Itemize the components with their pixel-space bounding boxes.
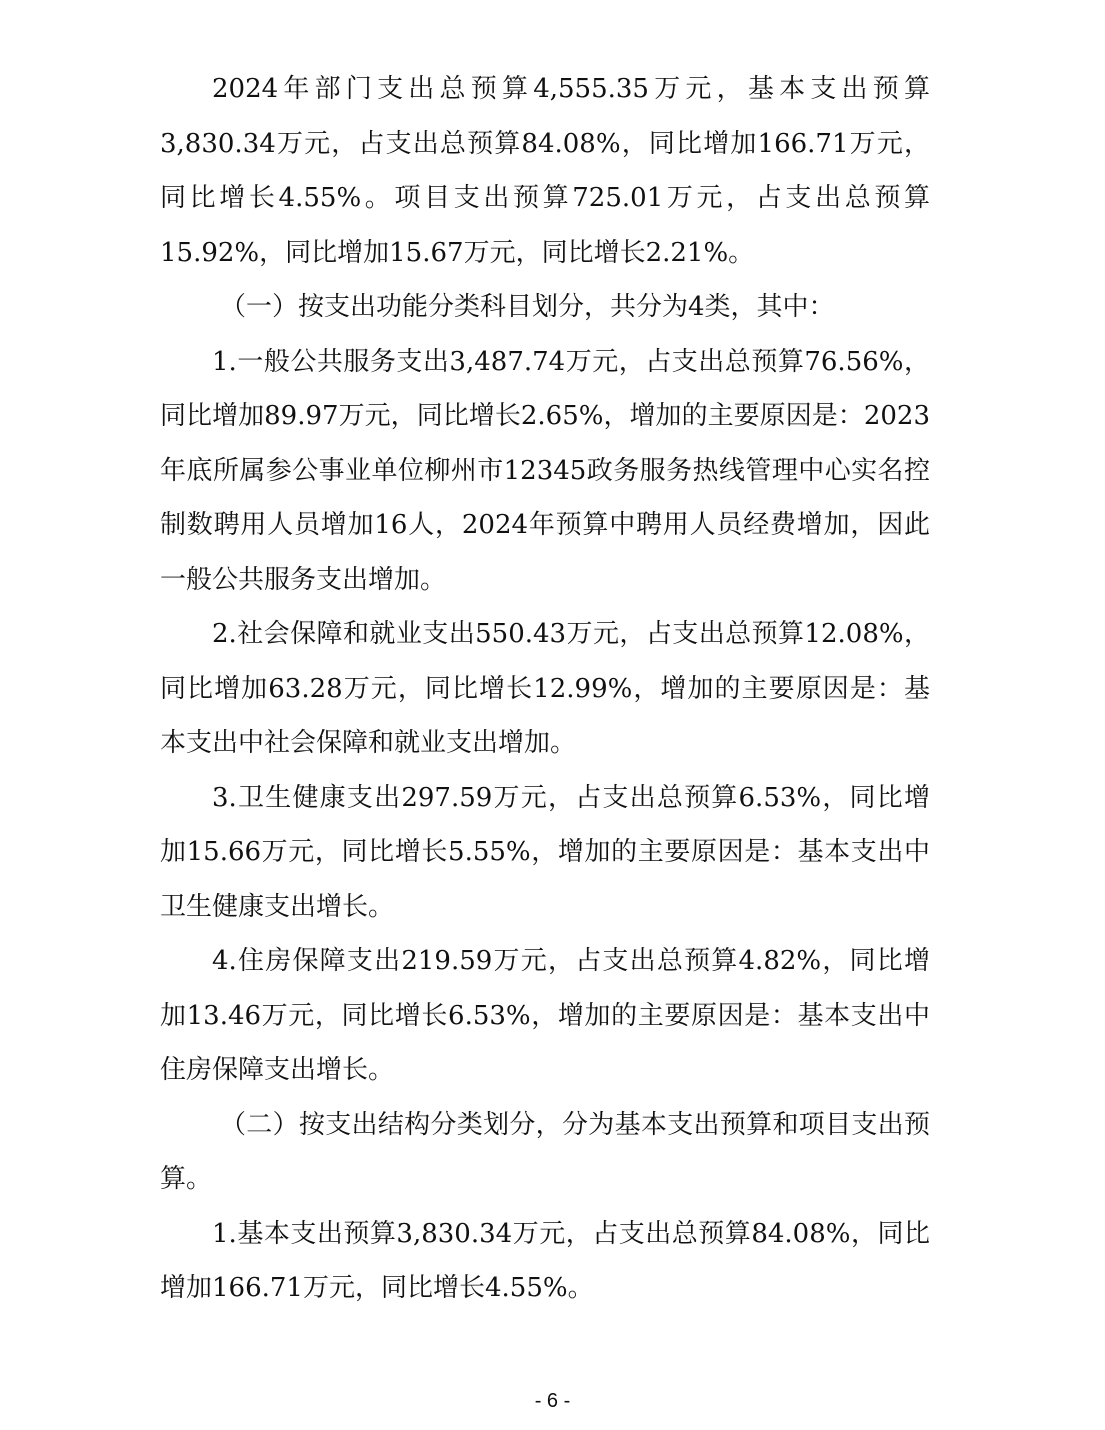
- paragraph-basic-expenditure: 1.基本支出预算3,830.34万元，占支出总预算84.08%，同比增加166.71万元，同比增长4.55%。: [160, 1218, 930, 1303]
- paragraph-general-public-services: 1.一般公共服务支出3,487.74万元，占支出总预算76.56%，同比增加89.97万元，同比增长2.65%，增加的主要原因是：2023年底所属参公事业单位柳州市12345政务服务热线管理中心实名控制数聘用人员增加16人，2024年预算中聘用人员经费增加，因此一般公共服务支出增加。: [160, 346, 930, 595]
- document-body: [160, 62, 930, 1316]
- paragraph-health: 3.卫生健康支出297.59万元，占支出总预算6.53%，同比增加15.66万元，同比增长5.55%，增加的主要原因是：基本支出中卫生健康支出增长。: [160, 782, 930, 922]
- paragraph-section-two-heading: （二）按支出结构分类划分，分为基本支出预算和项目支出预算。: [160, 1109, 930, 1194]
- paragraph-section-one-heading: （一）按支出功能分类科目划分，共分为4类，其中：: [220, 292, 835, 322]
- paragraph-total-budget: 2024年部门支出总预算4,555.35万元，基本支出预算3,830.34万元，占支出总预算84.08%，同比增加166.71万元，同比增长4.55%。项目支出预算725.01万元，占支出总预算15.92%，同比增加15.67万元，同比增长2.21%。: [160, 74, 930, 268]
- paragraph-housing: 4.住房保障支出219.59万元，占支出总预算4.82%，同比增加13.46万元，同比增长6.53%，增加的主要原因是：基本支出中住房保障支出增长。: [160, 946, 930, 1085]
- page-number: - 6 -: [534, 1390, 571, 1412]
- paragraph-social-security: 2.社会保障和就业支出550.43万元，占支出总预算12.08%，同比增加63.28万元，同比增长12.99%，增加的主要原因是：基本支出中社会保障和就业支出增加。: [160, 619, 930, 758]
